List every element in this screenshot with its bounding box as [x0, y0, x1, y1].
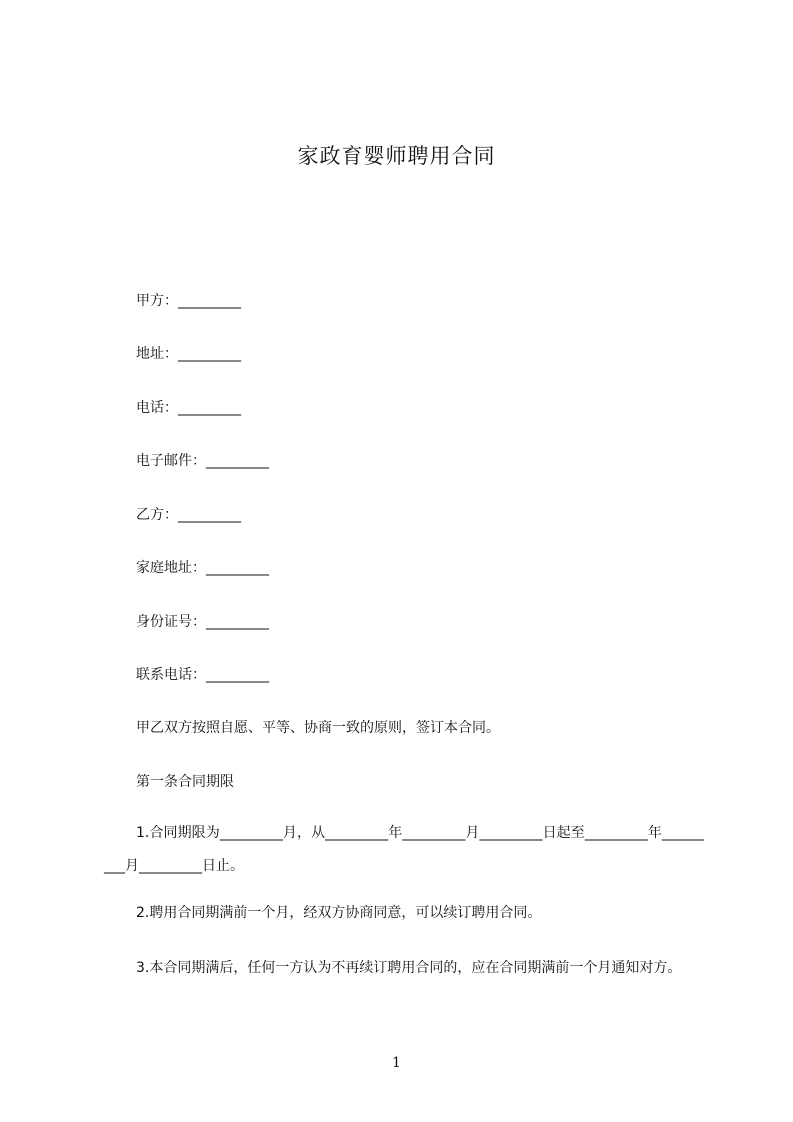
document-title: 家政育婴师聘用合同	[297, 144, 496, 168]
clause-2	[104, 897, 704, 930]
intro-paragraph: 甲乙双方按照自愿、平等、协商一致的原则，签订本合同。	[136, 720, 500, 736]
clause-1	[104, 817, 704, 883]
party-b-field: 乙方：_________	[136, 507, 241, 523]
phone-field: 电话：_________	[136, 400, 241, 416]
clause-2-text: 2.聘用合同期满前一个月，经双方协商同意，可以续订聘用合同。	[136, 905, 542, 921]
party-a-field: 甲方：_________	[136, 293, 241, 309]
clause-3	[104, 952, 704, 985]
contact-phone-field: 联系电话：_________	[136, 667, 269, 683]
clause-3-text: 3.本合同期满后，任何一方认为不再续订聘用合同的，应在合同期满前一个月通知对方。	[136, 960, 682, 976]
email-field: 电子邮件：_________	[136, 453, 269, 469]
page-number: 1	[392, 1055, 401, 1071]
address-field: 地址：_________	[136, 346, 241, 362]
section-heading: 第一条合同期限	[136, 774, 234, 790]
id-number-field: 身份证号：_________	[136, 614, 269, 630]
home-address-field: 家庭地址：_________	[136, 560, 269, 576]
clause-1-text: 1.合同期限为_________月，从_________年_________月_________日起至_________年_________月_________日止。	[104, 825, 704, 874]
